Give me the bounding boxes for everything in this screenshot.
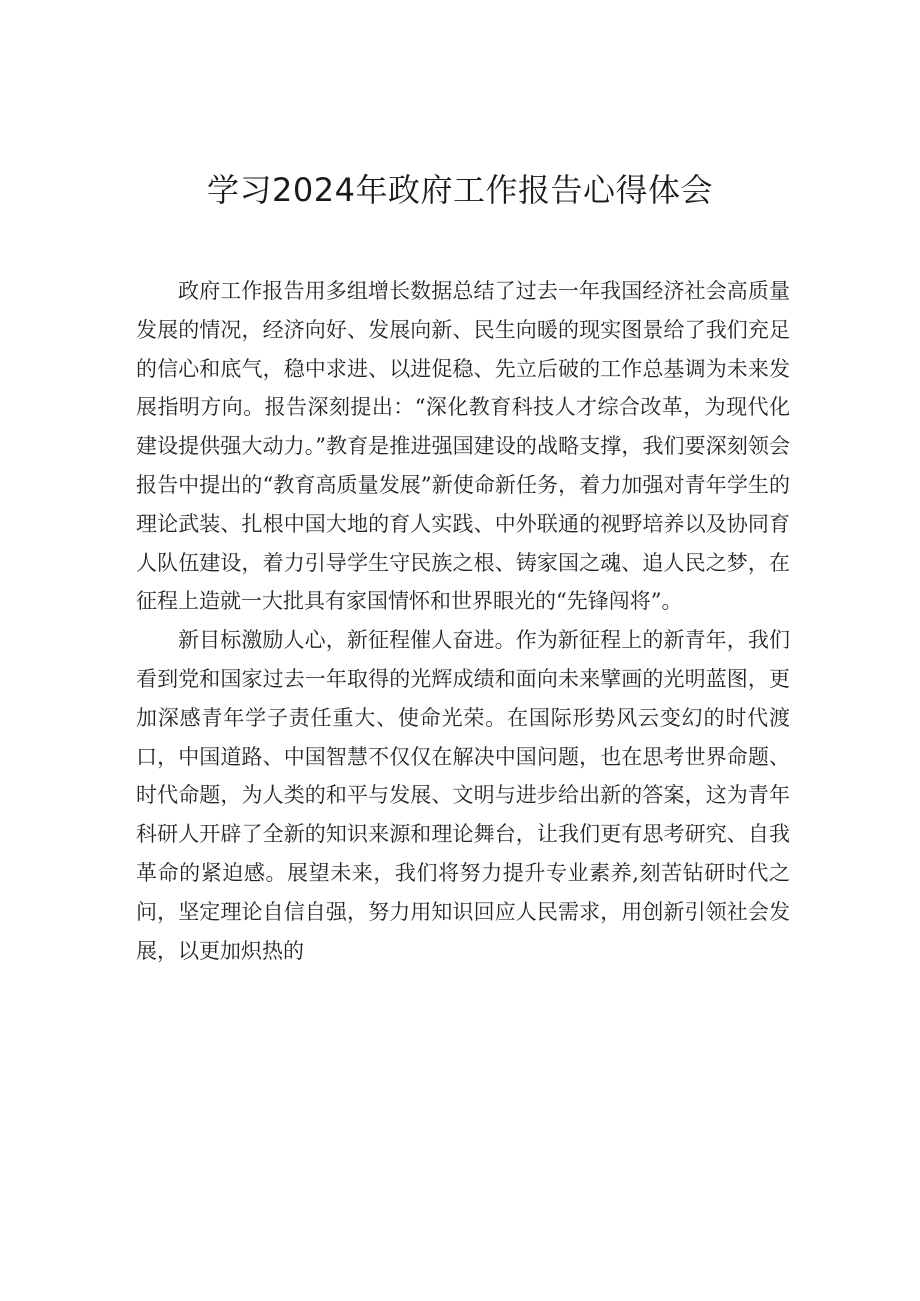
paragraph-2: 新目标激励人心，新征程催人奋进。作为新征程上的新青年，我们看到党和国家过去一年取得的光辉成绩和面向未来擘画的光明蓝图，更加深感青年学子责任重大、使命光荣。在国际形势风云变幻的时代渡口，中国道路、中国智慧不仅仅在解决中国问题，也在思考世界命题、时代命题，为人类的和平与发展、文明与进步给出新的答案，这为青年科研人开辟了全新的知识来源和理论舞台，让我们更有思考研究、自我革命的紧迫感。展望未来，我们将努力提升专业素养,刻苦钻研时代之问，坚定理论自信自强，努力用知识回应人民需求，用创新引领社会发展，以更加炽热的: [136, 628, 790, 963]
paragraph-1: 政府工作报告用多组增长数据总结了过去一年我国经济社会高质量发展的情况，经济向好、发展向新、民生向暖的现实图景给了我们充足的信心和底气，稳中求进、以进促稳、先立后破的工作总基调为未来发展指明方向。报告深刻提出：“深化教育科技人才综合改革，为现代化建设提供强大动力。”教育是推进强国建设的战略支撑，我们要深刻领会报告中提出的“教育高质量发展”新使命新任务，着力加强对青年学生的理论武装、扎根中国大地的育人实践、中外联通的视野培养以及协同育人队伍建设，着力引导学生守民族之根、铸家国之魂、追人民之梦，在征程上造就一大批具有家国情怀和世界眼光的“先锋闯将”。: [136, 279, 790, 614]
document-title: 学习2024年政府工作报告心得体会: [207, 171, 713, 209]
document-body: [136, 272, 790, 970]
